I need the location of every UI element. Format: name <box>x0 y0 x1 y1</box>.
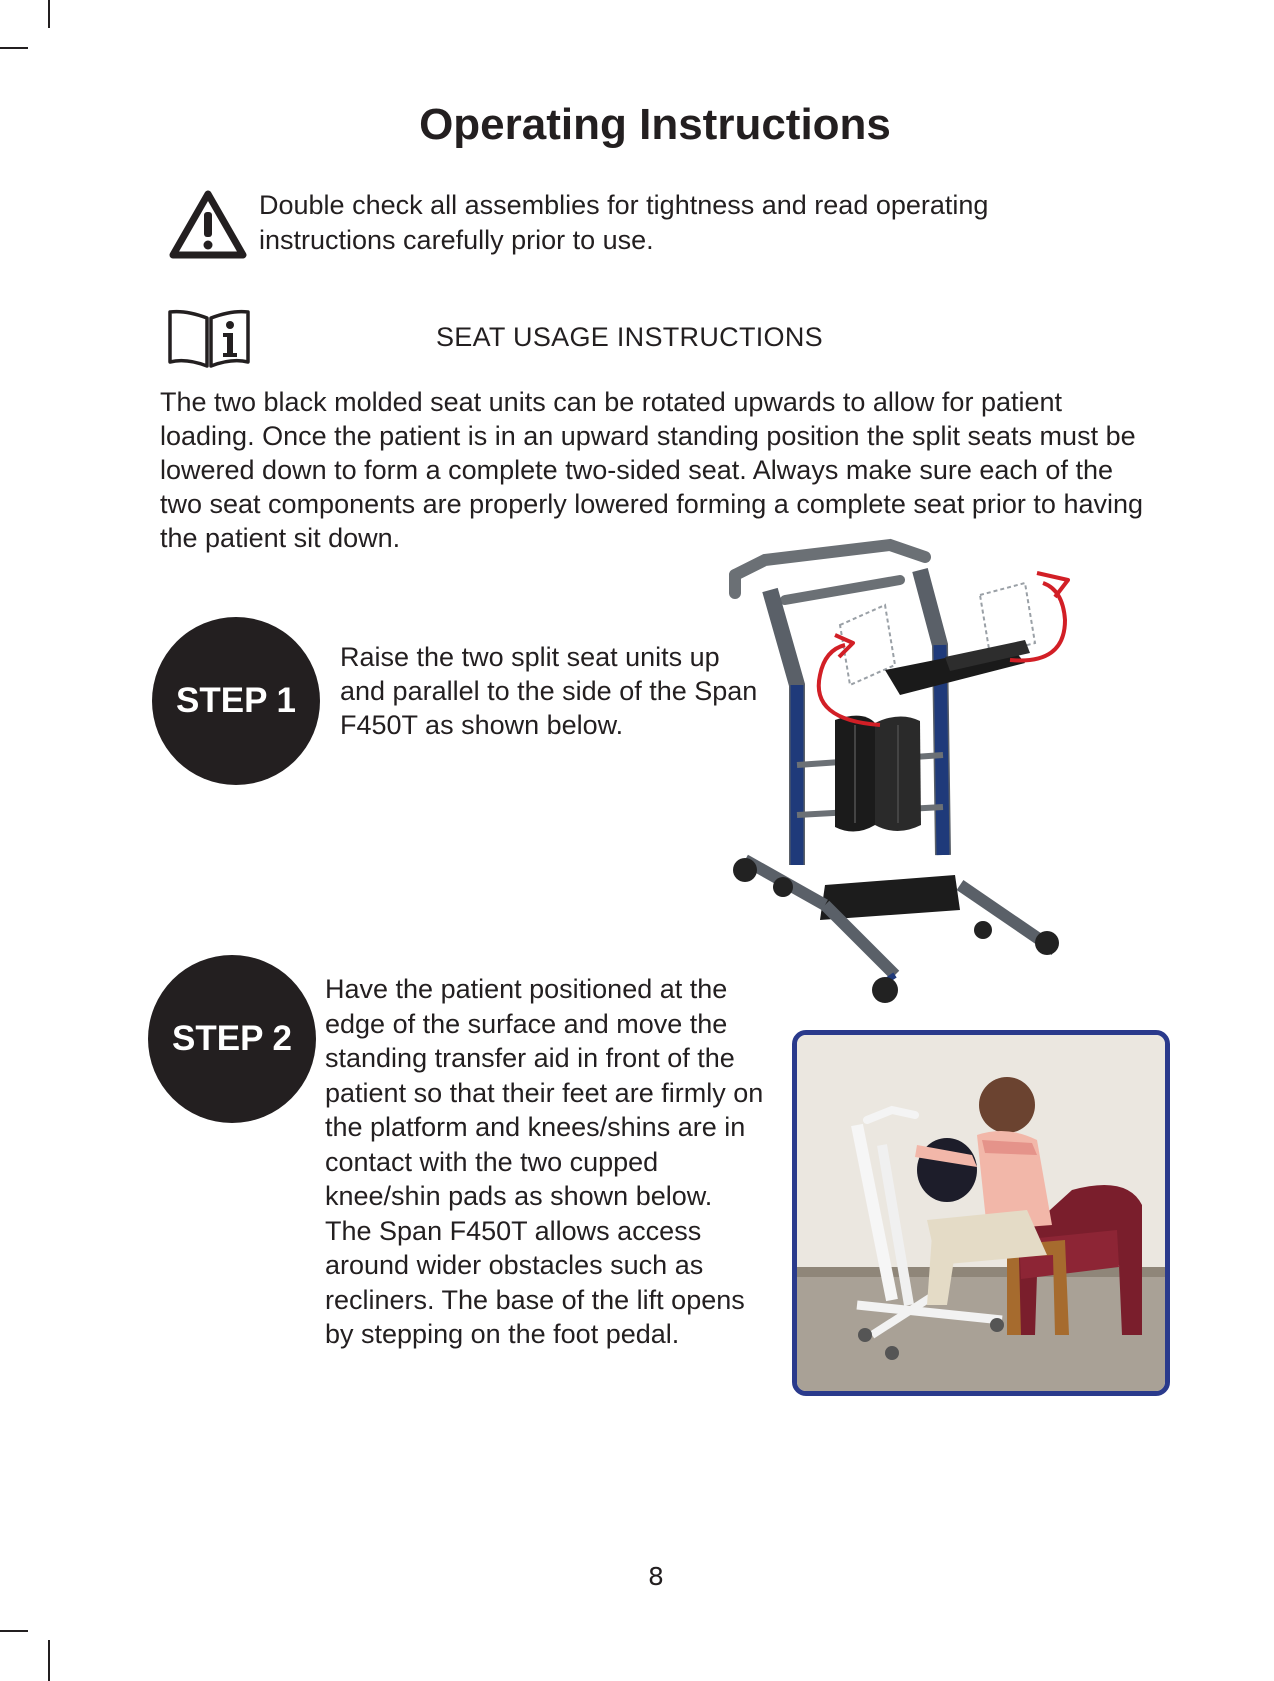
page-number: 8 <box>648 1562 664 1591</box>
seat-usage-heading: SEAT USAGE INSTRUCTIONS <box>436 322 823 352</box>
warning-triangle-icon <box>168 188 248 260</box>
manual-info-icon <box>166 308 252 370</box>
patient-transfer-photo <box>792 1030 1170 1396</box>
warning-text: Double check all assemblies for tightness and read operating instructions carefully prior to use. <box>259 190 989 255</box>
crop-mark <box>0 1630 28 1632</box>
step-2-text: Have the patient positioned at the edge of the surface and move the standing transfer aid in front of the patient so that their feet are firmly on the platform and knees/shins are in contact with the two cupped knee/shin pads as shown below. The Span F450T allows access around wider obstacles such as recliners. The base of the lift opens by stepping on the foot pedal. <box>325 974 764 1349</box>
crop-mark <box>48 0 50 28</box>
page-title: Operating Instructions <box>419 100 891 149</box>
crop-mark <box>48 1640 50 1681</box>
seat-usage-body: The two black molded seat units can be rotated upwards to allow for patient loading. Once the patient is in an upward standing position the split seats must be lowered down to form a complete two-sided seat. Always make sure each of the two seat components are properly lowered forming a complete seat prior to having the patient sit down. <box>160 387 1144 553</box>
step-1-badge: STEP 1 <box>152 617 320 785</box>
lift-seat-rotation-illustration <box>725 535 1145 1010</box>
crop-mark <box>0 47 28 49</box>
step-1-text: Raise the two split seat units up and parallel to the side of the Span F450T as shown below. <box>340 642 758 740</box>
step-2-badge: STEP 2 <box>148 955 316 1123</box>
